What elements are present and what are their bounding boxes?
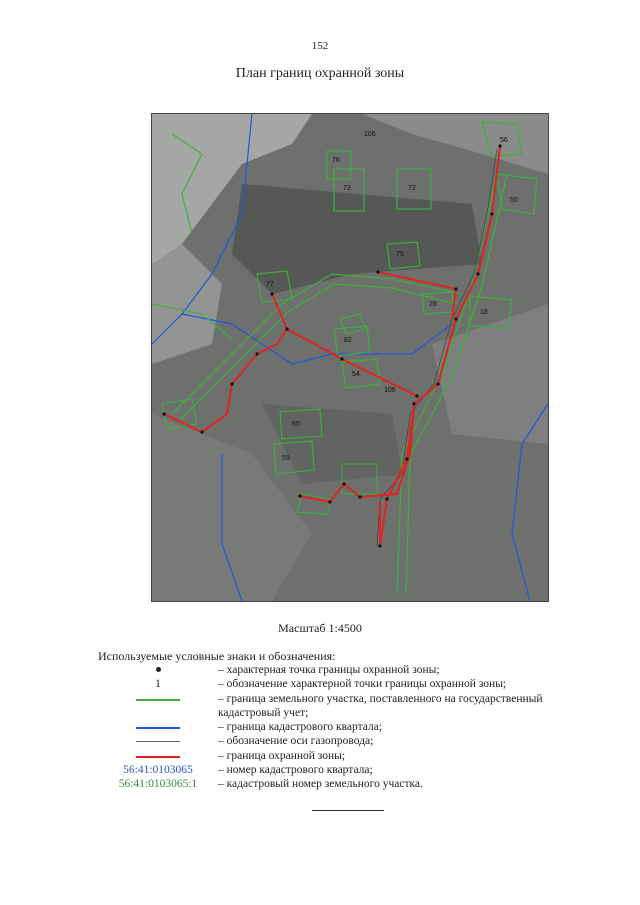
parcel-label: 82 — [344, 337, 352, 344]
parcel-label: 60 — [292, 421, 300, 428]
parcel-label: 54 — [352, 371, 360, 378]
boundary-map — [151, 113, 549, 602]
legend-row — [98, 734, 598, 748]
parcel-label: 72 — [408, 185, 416, 192]
legend-row — [98, 720, 598, 734]
legend-row — [98, 692, 598, 706]
legend-text: – обозначение характерной точки границы охранной зоны; — [218, 678, 507, 691]
parcel-label: 56 — [500, 137, 508, 144]
legend-text: – граница кадастрового квартала; — [218, 721, 383, 734]
legend-row — [98, 749, 598, 763]
parcel-label: 76 — [332, 157, 340, 164]
legend-quarter-number-symbol: 56:41:0103065 — [123, 764, 193, 777]
parcel-label: 59 — [282, 455, 290, 462]
legend-parcel-number-symbol: 56:41:0103065:1 — [118, 778, 198, 791]
legend-text: – характерная точка границы охранной зоны; — [218, 664, 440, 676]
legend-row — [98, 777, 598, 791]
legend-text: – обозначение оси газопровода; — [218, 735, 374, 748]
parcel-label: 50 — [510, 197, 518, 204]
legend-row — [98, 763, 598, 777]
legend-text: – кадастровый номер земельного участка. — [218, 778, 423, 791]
green-line-icon — [136, 699, 180, 701]
legend-axis-line-symbol — [98, 734, 218, 748]
legend-point-symbol — [98, 663, 218, 677]
page-title: План границ охранной зоны — [235, 66, 405, 81]
parcel-label: 106 — [364, 131, 376, 138]
map-svg — [152, 114, 548, 601]
legend-text: – граница охранной зоны; — [218, 749, 346, 762]
legend-text: – номер кадастрового квартала; — [218, 764, 373, 777]
legend-empty-symbol — [98, 706, 218, 720]
blue-line-icon — [136, 727, 180, 729]
legend — [98, 663, 598, 792]
legend-row — [98, 706, 598, 720]
point-dot-icon — [156, 667, 161, 672]
parcel-label: 77 — [266, 281, 274, 288]
legend-quarter-line-symbol — [98, 720, 218, 734]
thin-line-icon — [136, 741, 180, 742]
parcel-label: 106 — [384, 387, 396, 394]
legend-text: кадастровый учет; — [218, 706, 309, 719]
legend-parcel-line-symbol — [98, 692, 218, 706]
legend-row — [98, 663, 598, 677]
legend-text: – граница земельного участка, поставленного на государственный — [218, 692, 543, 705]
parcel-label: 73 — [343, 185, 351, 192]
page-number: 152 — [311, 40, 329, 52]
parcel-label: 75 — [396, 251, 404, 258]
legend-title: Используемые условные знаки и обозначения: — [98, 649, 336, 663]
red-line-icon — [136, 756, 180, 758]
footer-divider — [312, 810, 384, 811]
parcel-label: 18 — [480, 309, 488, 316]
legend-point-number-symbol: 1 — [155, 678, 161, 691]
legend-row — [98, 677, 598, 691]
legend-zone-line-symbol — [98, 749, 218, 763]
map-scale: Масштаб 1:4500 — [278, 621, 362, 635]
parcel-label: 28 — [429, 301, 437, 308]
